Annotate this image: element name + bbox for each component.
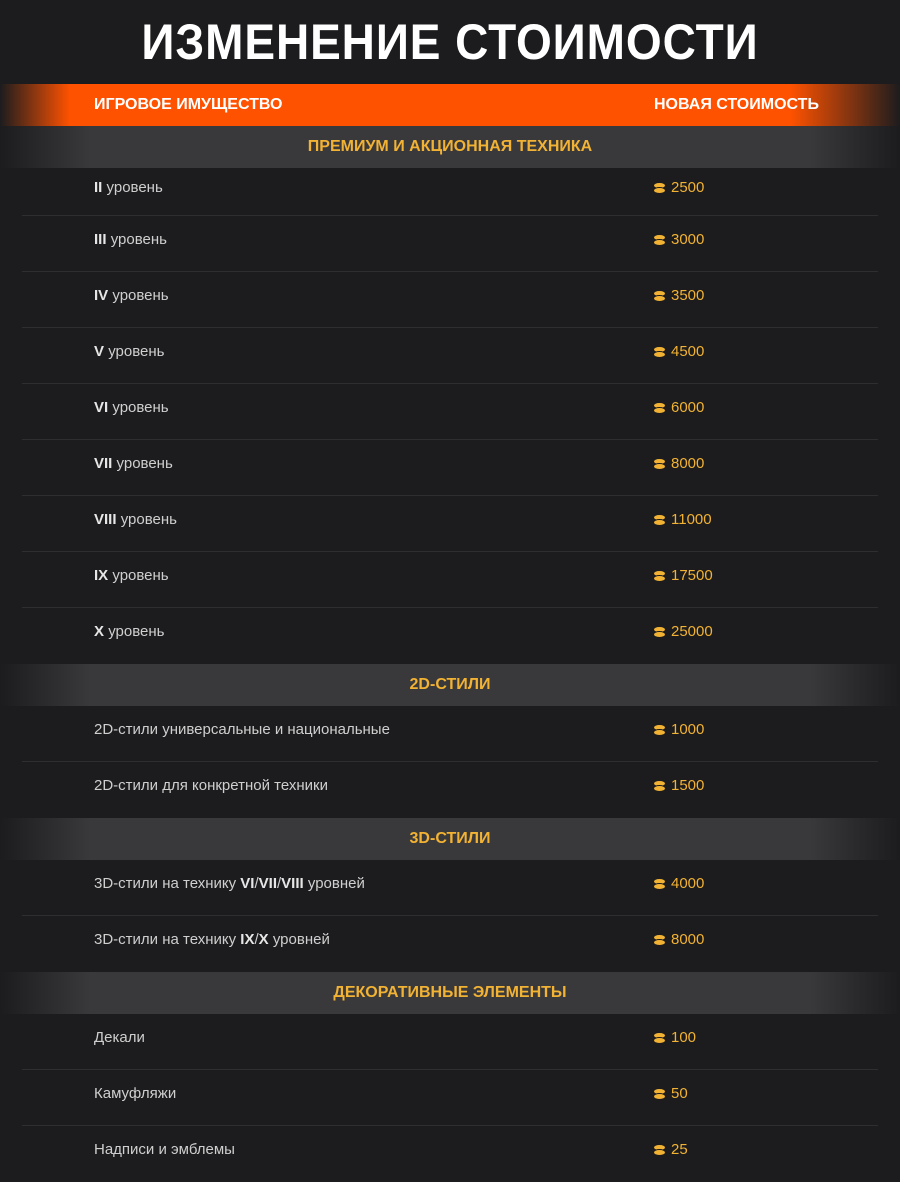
tier-label: IV	[94, 287, 109, 304]
tier-label: VII	[94, 455, 113, 472]
item-name	[94, 623, 164, 640]
gold-coin-icon	[654, 235, 665, 245]
table-row	[0, 1126, 900, 1182]
item-name: 3D-стили на технику IX/X уровней	[94, 931, 330, 948]
item-name: Надписи и эмблемы	[94, 1141, 235, 1158]
tier-label: VI	[240, 875, 255, 892]
item-price	[654, 231, 704, 248]
price-value: 8000	[671, 931, 705, 948]
gold-coin-icon	[654, 347, 665, 357]
item-price	[654, 399, 704, 416]
price-value: 1500	[671, 777, 705, 794]
item-price	[654, 567, 713, 584]
gold-coin-icon	[654, 571, 665, 581]
item-label: уровень	[112, 567, 169, 584]
price-value: 3500	[671, 287, 705, 304]
table-row	[0, 762, 900, 818]
price-value: 100	[671, 1029, 697, 1046]
item-label: уровень	[116, 455, 173, 472]
item-label: уровень	[108, 623, 165, 640]
tier-label: VIII	[94, 511, 117, 528]
price-value: 6000	[671, 399, 705, 416]
price-value: 25000	[671, 623, 713, 640]
tier-label: IX	[94, 567, 109, 584]
gold-coin-icon	[654, 935, 665, 945]
tier-label: VIII	[281, 875, 304, 892]
column-header-item: ИГРОВОЕ ИМУЩЕСТВО	[94, 96, 283, 113]
item-price	[654, 623, 713, 640]
item-name	[94, 231, 167, 248]
item-price	[654, 287, 704, 304]
price-value: 8000	[671, 455, 705, 472]
item-name	[94, 179, 163, 196]
gold-coin-icon	[654, 291, 665, 301]
table-row	[0, 1070, 900, 1126]
tier-label: X	[258, 931, 269, 948]
price-value: 25	[671, 1141, 688, 1158]
gold-coin-icon	[654, 1089, 665, 1099]
item-price	[654, 1029, 696, 1046]
item-price	[654, 179, 704, 196]
table-row	[0, 216, 900, 272]
tier-label: VII	[258, 875, 277, 892]
item-price	[654, 343, 704, 360]
item-name: 3D-стили на технику VI/VII/VIII уровней	[94, 875, 365, 892]
price-value: 50	[671, 1085, 688, 1102]
item-price	[654, 931, 704, 948]
item-name: Камуфляжи	[94, 1085, 177, 1102]
item-name: Декали	[94, 1029, 145, 1046]
section-title-decorative: ДЕКОРАТИВНЫЕ ЭЛЕМЕНТЫ	[0, 972, 900, 1014]
item-label: уровень	[120, 511, 177, 528]
item-label: уровень	[112, 399, 169, 416]
price-value: 3000	[671, 231, 705, 248]
gold-coin-icon	[654, 403, 665, 413]
section-title-3d-styles: 3D-СТИЛИ	[0, 818, 900, 860]
item-price	[654, 1085, 688, 1102]
page-title: ИЗМЕНЕНИЕ СТОИМОСТИ	[141, 14, 759, 70]
gold-coin-icon	[654, 459, 665, 469]
item-name	[94, 399, 169, 416]
gold-coin-icon	[654, 781, 665, 791]
table-row	[0, 384, 900, 440]
gold-coin-icon	[654, 183, 665, 193]
item-label: уровней	[272, 931, 330, 948]
table-row	[0, 440, 900, 496]
item-label: 3D-стили на технику	[94, 931, 237, 948]
table-row	[0, 916, 900, 972]
section-title-premium: ПРЕМИУМ И АКЦИОННАЯ ТЕХНИКА	[0, 126, 900, 168]
tier-label: IX	[240, 931, 255, 948]
table-row	[0, 168, 900, 216]
gold-coin-icon	[654, 515, 665, 525]
item-name	[94, 343, 164, 360]
column-header-price: НОВАЯ СТОИМОСТЬ	[654, 96, 819, 113]
item-label: уровней	[307, 875, 365, 892]
item-label: уровень	[108, 343, 165, 360]
table-row	[0, 1014, 900, 1070]
gold-coin-icon	[654, 1145, 665, 1155]
table-header	[0, 84, 900, 126]
item-label: уровень	[112, 287, 169, 304]
section-title-2d-styles: 2D-СТИЛИ	[0, 664, 900, 706]
price-value: 17500	[671, 567, 713, 584]
price-value: 4000	[671, 875, 705, 892]
table-row	[0, 328, 900, 384]
gold-coin-icon	[654, 725, 665, 735]
item-name	[94, 567, 169, 584]
item-name	[94, 287, 169, 304]
item-name: 2D-стили универсальные и национальные	[94, 721, 390, 738]
item-price	[654, 511, 712, 528]
table-row	[0, 860, 900, 916]
tier-label: VI	[94, 399, 109, 416]
price-value: 11000	[671, 511, 712, 528]
item-name	[94, 455, 173, 472]
item-label: 3D-стили на технику	[94, 875, 237, 892]
table-row	[0, 496, 900, 552]
item-price	[654, 455, 704, 472]
table-row	[0, 552, 900, 608]
item-name	[94, 511, 177, 528]
tier-label: V	[94, 343, 105, 360]
item-price	[654, 721, 704, 738]
tier-label: II	[94, 179, 103, 196]
item-label: уровень	[106, 179, 163, 196]
gold-coin-icon	[654, 1033, 665, 1043]
price-value: 2500	[671, 179, 705, 196]
item-label: уровень	[110, 231, 167, 248]
tier-label: III	[94, 231, 107, 248]
item-price	[654, 777, 704, 794]
table-row	[0, 608, 900, 664]
price-value: 4500	[671, 343, 705, 360]
tier-label: X	[94, 623, 105, 640]
table-row	[0, 272, 900, 328]
item-name: 2D-стили для конкретной техники	[94, 777, 328, 794]
gold-coin-icon	[654, 627, 665, 637]
table-row	[0, 706, 900, 762]
gold-coin-icon	[654, 879, 665, 889]
item-price	[654, 1141, 688, 1158]
item-price	[654, 875, 704, 892]
price-value: 1000	[671, 721, 705, 738]
